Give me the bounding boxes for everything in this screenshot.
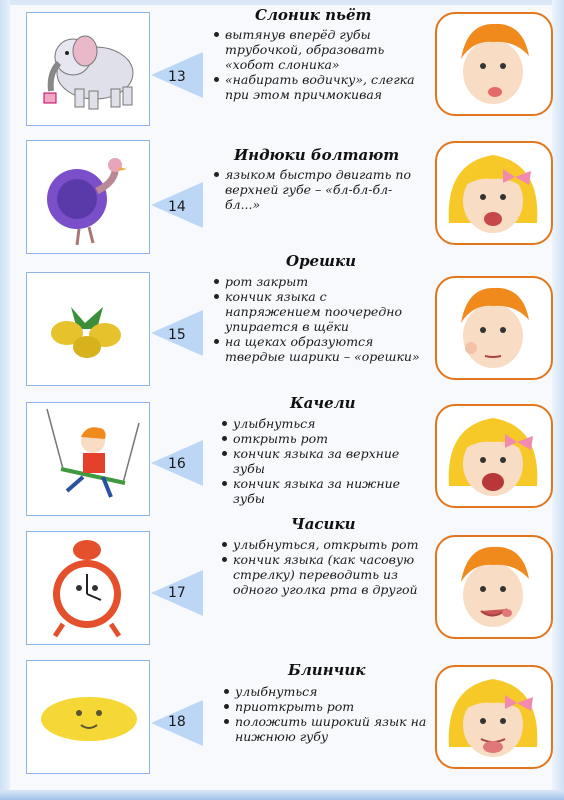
- step: кончик языка за верхние зубы: [220, 446, 432, 476]
- alarm-clock-icon: [27, 532, 148, 643]
- exercise-title: Часики: [291, 515, 356, 533]
- step: кончик языка (как часовую стрелку) переводить из одного уголка рта в другой: [220, 552, 432, 597]
- girl-face-icon: [437, 406, 550, 505]
- turkey-card: [26, 140, 150, 254]
- exercise-steps: [212, 274, 424, 364]
- exercise-steps: [212, 27, 424, 102]
- girl-face-icon: [437, 667, 550, 766]
- girl-face-icon: [437, 143, 550, 242]
- step: кончик языка за нижние зубы: [220, 476, 432, 506]
- step: вытянув вперёд губы трубочкой, образовать «хобот слоника»: [212, 27, 424, 72]
- exercise-title: Орешки: [286, 252, 357, 270]
- boy-face-icon: [437, 278, 550, 377]
- pancake-card: [26, 660, 150, 774]
- exercise-number: 17: [168, 585, 186, 601]
- step: улыбнуться: [222, 684, 434, 699]
- swing-card: [26, 402, 150, 516]
- girl-tongue-out-face: [435, 665, 553, 769]
- exercise-title: Качели: [290, 394, 356, 412]
- step: «набирать водичку», слегка при этом причмокивая: [212, 72, 424, 102]
- pancake-icon: [27, 661, 148, 772]
- exercise-title: Индюки болтают: [234, 146, 400, 164]
- boy-tongue-side-face: [435, 535, 553, 639]
- exercise-steps: [212, 167, 424, 212]
- exercise-number: 18: [168, 714, 186, 730]
- girl-open-mouth-face: [435, 404, 553, 508]
- boy-face-icon: [437, 14, 550, 113]
- boy-puffed-lips-face: [435, 12, 553, 116]
- boy-face-icon: [437, 537, 550, 636]
- step: языком быстро двигать по верхней губе – «бл-бл-бл-бл...»: [212, 167, 424, 212]
- turkey-icon: [27, 141, 148, 252]
- elephant-card: [26, 12, 150, 126]
- step: кончик языка с напряжением поочередно упирается в щёки: [212, 289, 424, 334]
- clock-card: [26, 531, 150, 645]
- elephant-icon: [27, 13, 148, 124]
- step: улыбнуться, открыть рот: [220, 537, 432, 552]
- exercise-steps: [220, 416, 432, 506]
- boy-cheek-bulge-face: [435, 276, 553, 380]
- swing-boy-icon: [27, 403, 148, 514]
- hazelnuts-card: [26, 272, 150, 386]
- girl-tongue-up-face: [435, 141, 553, 245]
- step: улыбнуться: [220, 416, 432, 431]
- page-border-left: [0, 0, 10, 800]
- exercise-steps: [222, 684, 434, 744]
- step: открыть рот: [220, 431, 432, 446]
- exercise-number: 13: [168, 69, 186, 85]
- page-border-bottom: [0, 790, 564, 800]
- step: на щеках образуются твердые шарики – «орешки»: [212, 334, 424, 364]
- page-border-right: [552, 0, 564, 800]
- exercise-title: Слоник пьёт: [255, 6, 372, 24]
- step: рот закрыт: [212, 274, 424, 289]
- exercise-number: 16: [168, 456, 186, 472]
- exercise-title: Блинчик: [288, 661, 366, 679]
- hazelnuts-icon: [27, 273, 148, 384]
- exercise-number: 14: [168, 199, 186, 215]
- page-border-top: [0, 0, 564, 5]
- exercise-steps: [220, 537, 432, 597]
- step: приоткрыть рот: [222, 699, 434, 714]
- exercise-number: 15: [168, 327, 186, 343]
- step: положить широкий язык на нижнюю губу: [222, 714, 434, 744]
